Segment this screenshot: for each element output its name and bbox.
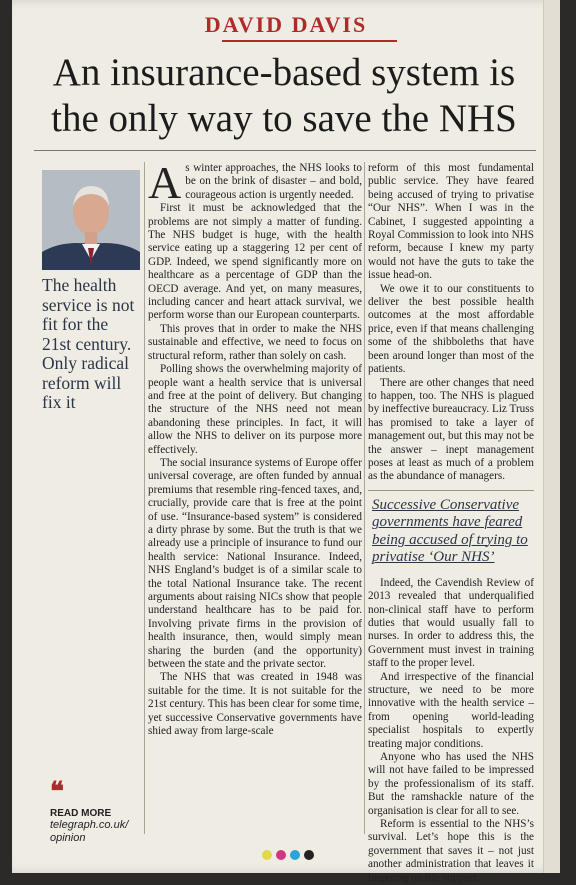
article-column-1	[148, 157, 362, 842]
column-divider	[364, 162, 365, 834]
read-more-label: READ MORE	[50, 808, 112, 819]
page-edge	[543, 0, 560, 873]
paragraph: There are other changes that need to happen, too. The NHS is plagued by ineffective bureaucracy. Liz Truss has promised to take a layer of management out, but this may not be the answer – inept management poses at least as much of a problem as the abundance of managers.	[368, 376, 534, 483]
inline-pullquote: Successive Conservative governments have feared being accused of trying to privatise ‘Our NHS’	[368, 490, 534, 567]
paragraph: Polling shows the overwhelming majority of people want a health service that is universal and free at the point of delivery. But changing the structure of the NHS need not mean abandoning these principles. In fact, it will allow the NHS to deliver on its purpose more effectively.	[148, 363, 362, 456]
headline: An insurance-based system is the only way to save the NHS	[51, 51, 517, 140]
paragraph: The NHS that was created in 1948 was suitable for the time. It is not suitable for the 21st century. This has been clear for some time, yet successive Conservative governments have shied away from large-scale	[148, 671, 362, 738]
paragraph: reform of this most fundamental public service. They have feared being accused of trying to privatise “Our NHS”. When I was in the Cabinet, I suggested appointing a Royal Commission to look into NHS reform, because I knew my party would not have the guts to take the issue head-on.	[368, 162, 534, 282]
paragraph: Anyone who has used the NHS will not have failed to be impressed by the professionalism of its staff. But the ramshackle nature of the organisation is clear for all to see.	[368, 751, 534, 817]
paragraph: This proves that in order to make the NHS sustainable and effective, we need to focus on structural reform, rather than solely on cash.	[148, 322, 362, 362]
paragraph: Reform is essential to the NHS’s survival. Let’s hope this is the government that saves it – not just another administration that leaves it lingering on life support.	[368, 818, 534, 884]
paragraph: First it must be acknowledged that the problems are not simply a matter of funding. The NHS budget is huge, with the health service eating up a staggering 12 per cent of GDP. Indeed, we spend significantly more on healthcare as a percentage of GDP than the OECD average. And yet, on many measures, including cancer and heart attack survival, we perform worse than our European counterparts.	[148, 202, 362, 322]
paragraph: Indeed, the Cavendish Review of 2013 revealed that underqualified non-clinical staff have to perform duties that would usually fall to nurses. In order to address this, the Government must invest in training staff to the proper level.	[368, 576, 534, 670]
paragraph: And irrespective of the financial structure, we need to be more innovative with the health service – from opening world-leading specialist hospitals to expertly treating major conditions.	[368, 670, 534, 750]
read-more[interactable]	[50, 777, 160, 845]
paragraph: As winter approaches, the NHS looks to be on the brink of disaster – and bold, courageous action is urgently needed.	[148, 157, 362, 208]
byline-rule	[222, 40, 397, 42]
column-divider	[144, 162, 145, 834]
article-column-2	[368, 162, 534, 884]
drop-cap: A	[148, 157, 182, 208]
quote-icon: ❝	[50, 777, 64, 806]
registration-dot	[262, 850, 272, 860]
print-registration-marks	[262, 850, 314, 860]
registration-dot	[304, 850, 314, 860]
headline-rule	[34, 150, 536, 151]
registration-dot	[290, 850, 300, 860]
read-more-link[interactable]: telegraph.co.uk/ opinion	[50, 819, 129, 844]
author-photo-icon	[42, 170, 140, 270]
paragraph: We owe it to our constituents to deliver the best possible health outcomes at the most affordable price, even if that means challenging some of the shibboleths that have been around longer than most of the patients.	[368, 282, 534, 376]
side-pullquote: The health service is not fit for the 21st century. Only radical reform will fix it	[42, 275, 135, 412]
registration-dot	[276, 850, 286, 860]
newspaper-page	[12, 0, 560, 884]
paragraph: The social insurance systems of Europe offer universal coverage, are often funded by annual premiums that resemble ring-fenced taxes, and, crucially, provide care that is free at the point of use. “Insurance-based system” is considered a dirty phrase by some. But the truth is that we already use a principle of insurance to fund our health service: National Insurance. Indeed, NHS England’s budget is of a similar scale to the total National Insurance take. The recent arguments about raising NICs show that people understand healthcare has to be paid for. Involving private firms in the provision of health insurance, then, would simply mean sharing the burden (and the opportunity) between the state and the private sector.	[148, 456, 362, 671]
author-photo	[42, 170, 140, 270]
byline: DAVID DAVIS	[204, 12, 368, 37]
left-column	[42, 170, 140, 413]
